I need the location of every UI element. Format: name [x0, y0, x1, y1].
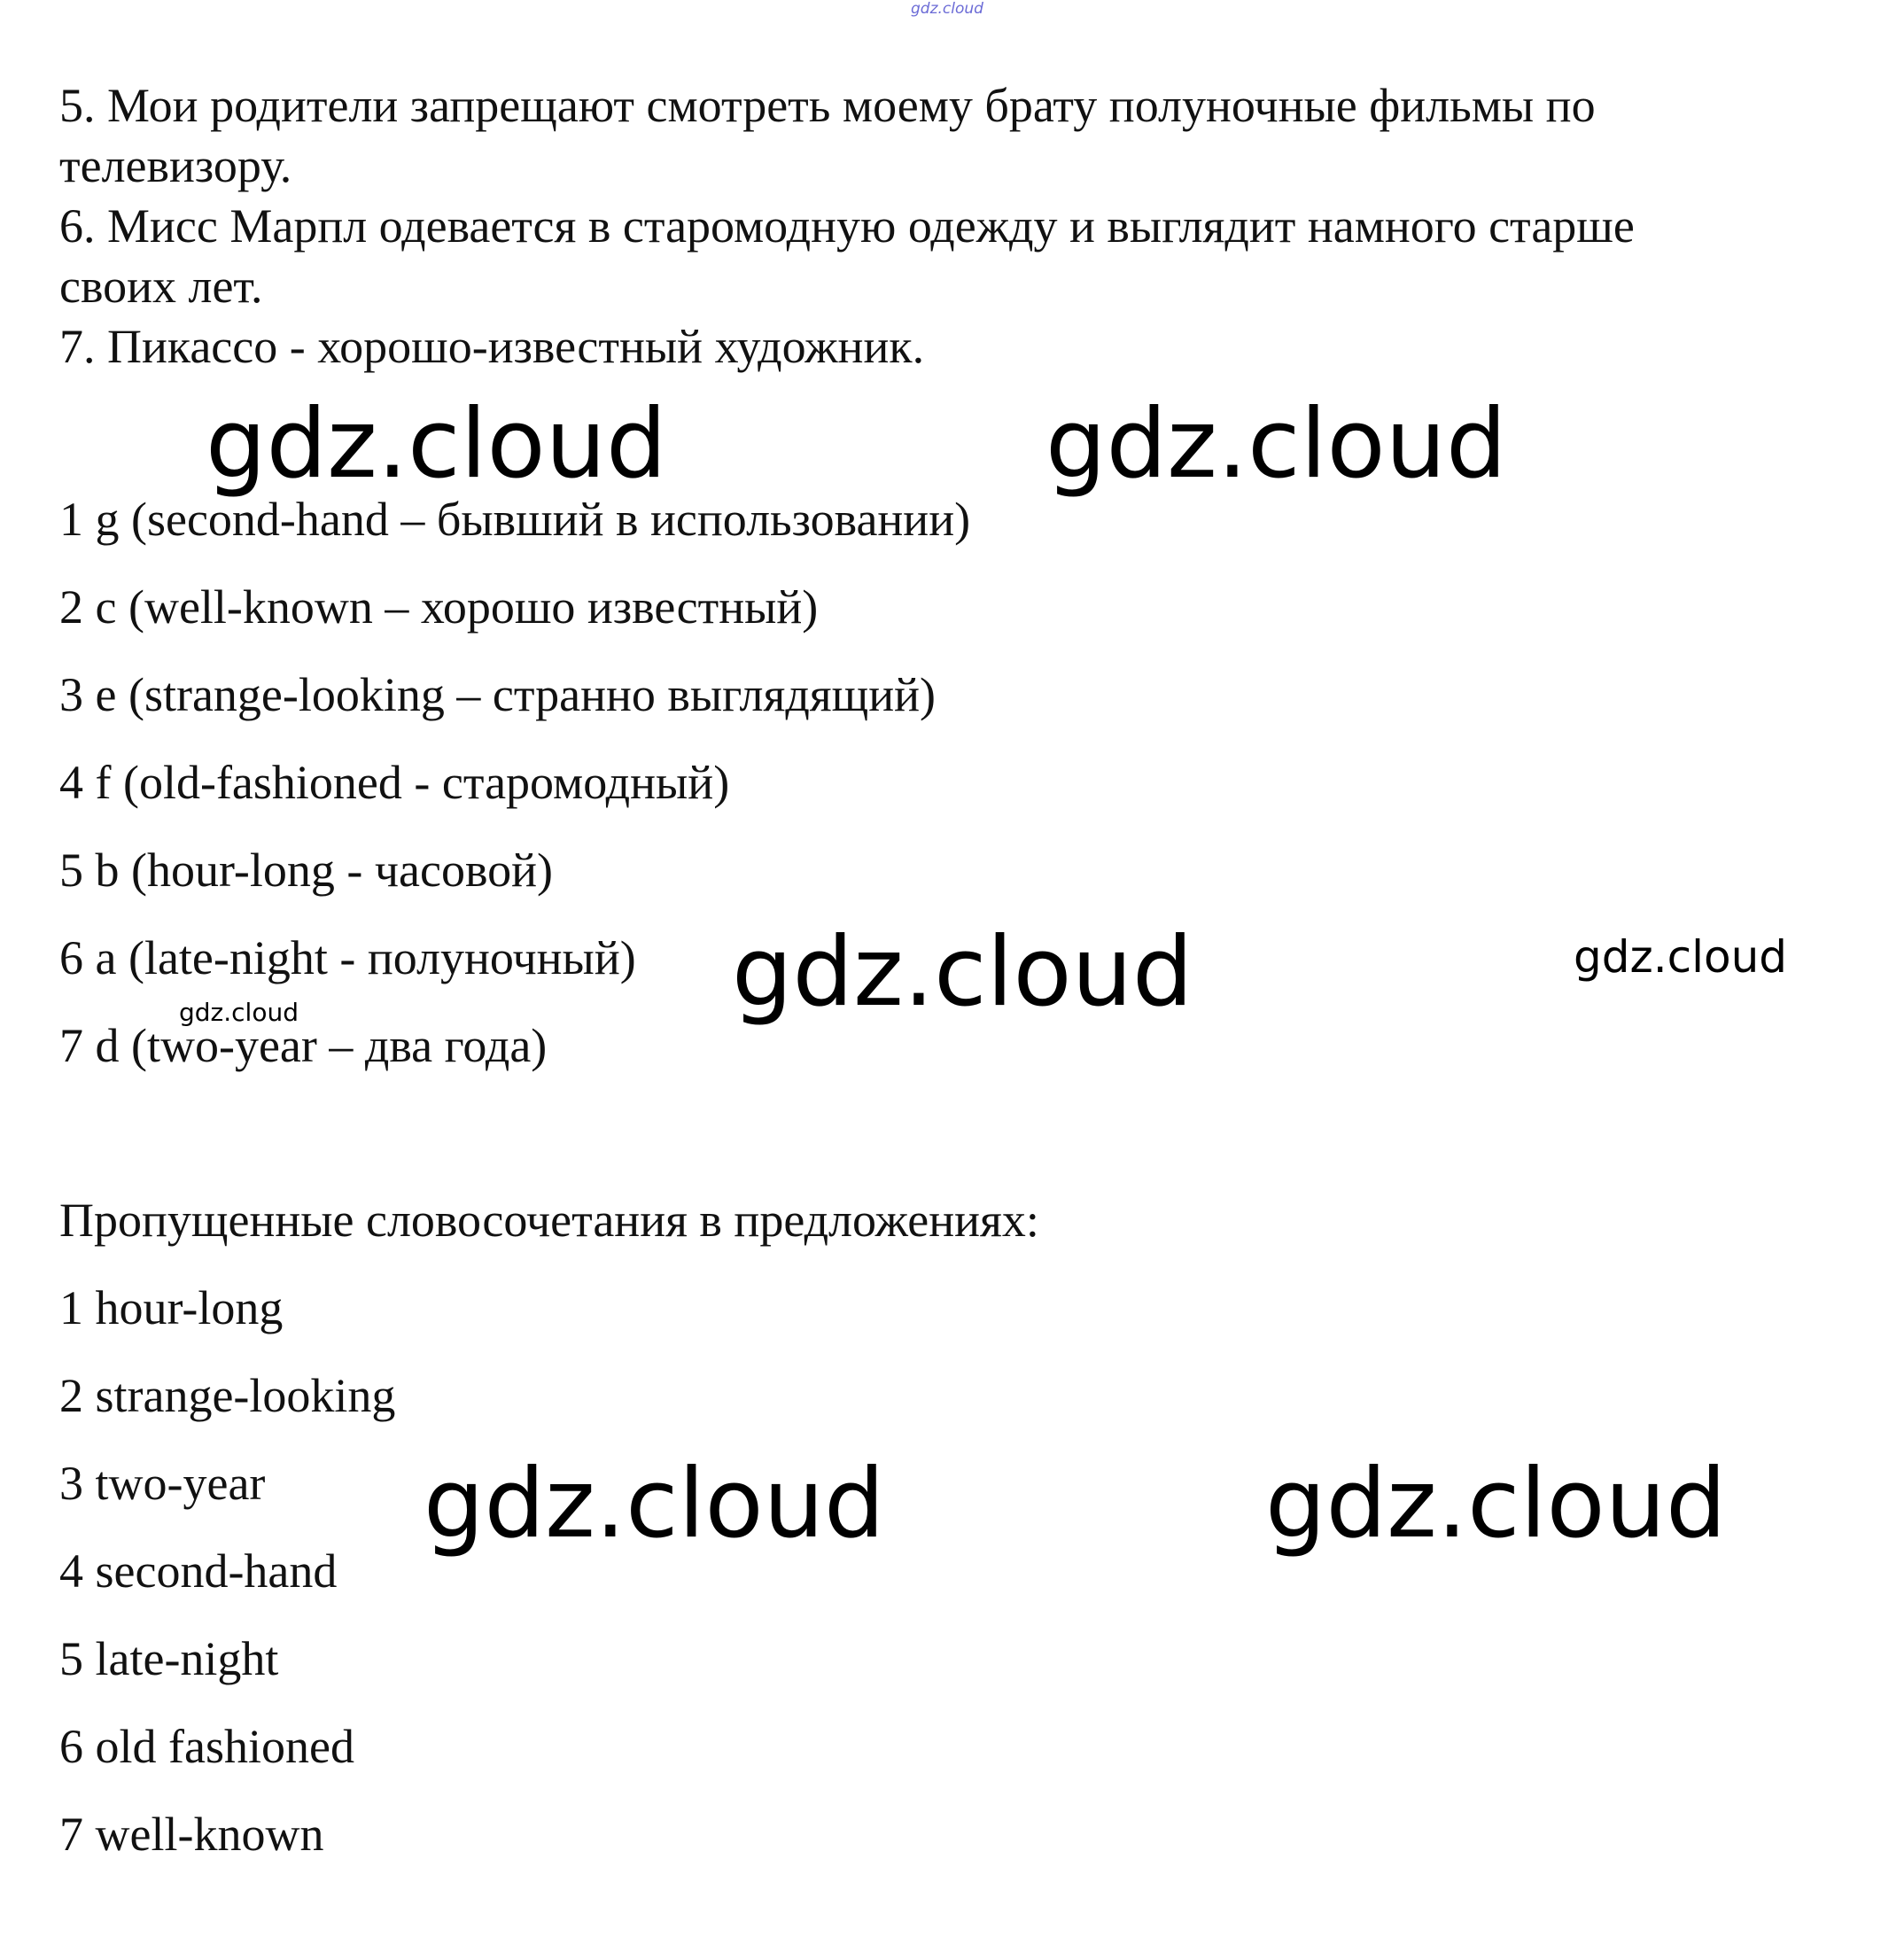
- match-line-2: 2 c (well-known – хорошо известный): [59, 580, 819, 634]
- translation-line-2: телевизору.: [59, 139, 292, 192]
- watermark-right-1: gdz.cloud: [1045, 389, 1507, 500]
- watermark-right-3: gdz.cloud: [1265, 1449, 1727, 1559]
- answer-line-4: 4 second-hand: [59, 1544, 338, 1598]
- match-line-6: 6 a (late-night - полуночный): [59, 931, 636, 984]
- translation-line-1: 5. Мои родители запрещают смотреть моему брату полуночные фильмы по: [59, 79, 1596, 132]
- answer-line-5: 5 late-night: [59, 1632, 279, 1685]
- missing-phrases-heading: Пропущенные словосочетания в предложениях:: [59, 1194, 1039, 1247]
- watermark-top: gdz.cloud: [911, 0, 983, 18]
- match-line-4: 4 f (old-fashioned - старомодный): [59, 756, 730, 809]
- watermark-left-1: gdz.cloud: [206, 389, 667, 500]
- translation-line-5: 7. Пикассо - хорошо-известный художник.: [59, 320, 925, 373]
- answer-line-2: 2 strange-looking: [59, 1369, 396, 1422]
- watermark-left-3: gdz.cloud: [424, 1449, 885, 1559]
- match-line-3: 3 e (strange-looking – странно выглядящий): [59, 668, 937, 721]
- watermark-center-2: gdz.cloud: [732, 917, 1193, 1028]
- translation-line-4: своих лет.: [59, 260, 263, 313]
- answer-line-6: 6 old fashioned: [59, 1720, 354, 1773]
- match-line-7: 7 d (two-year – два года): [59, 1019, 548, 1072]
- translation-line-3: 6. Мисс Марпл одевается в старомодную одежду и выглядит намного старше: [59, 199, 1635, 253]
- match-line-1: 1 g (second-hand – бывший в использовании): [59, 493, 971, 546]
- match-line-5: 5 b (hour-long - часовой): [59, 844, 553, 897]
- answer-line-1: 1 hour-long: [59, 1281, 284, 1334]
- answer-line-7: 7 well-known: [59, 1808, 324, 1861]
- answer-line-3: 3 two-year: [59, 1457, 266, 1510]
- watermark-small-left: gdz.cloud: [179, 998, 299, 1027]
- watermark-right-medium: gdz.cloud: [1574, 931, 1788, 983]
